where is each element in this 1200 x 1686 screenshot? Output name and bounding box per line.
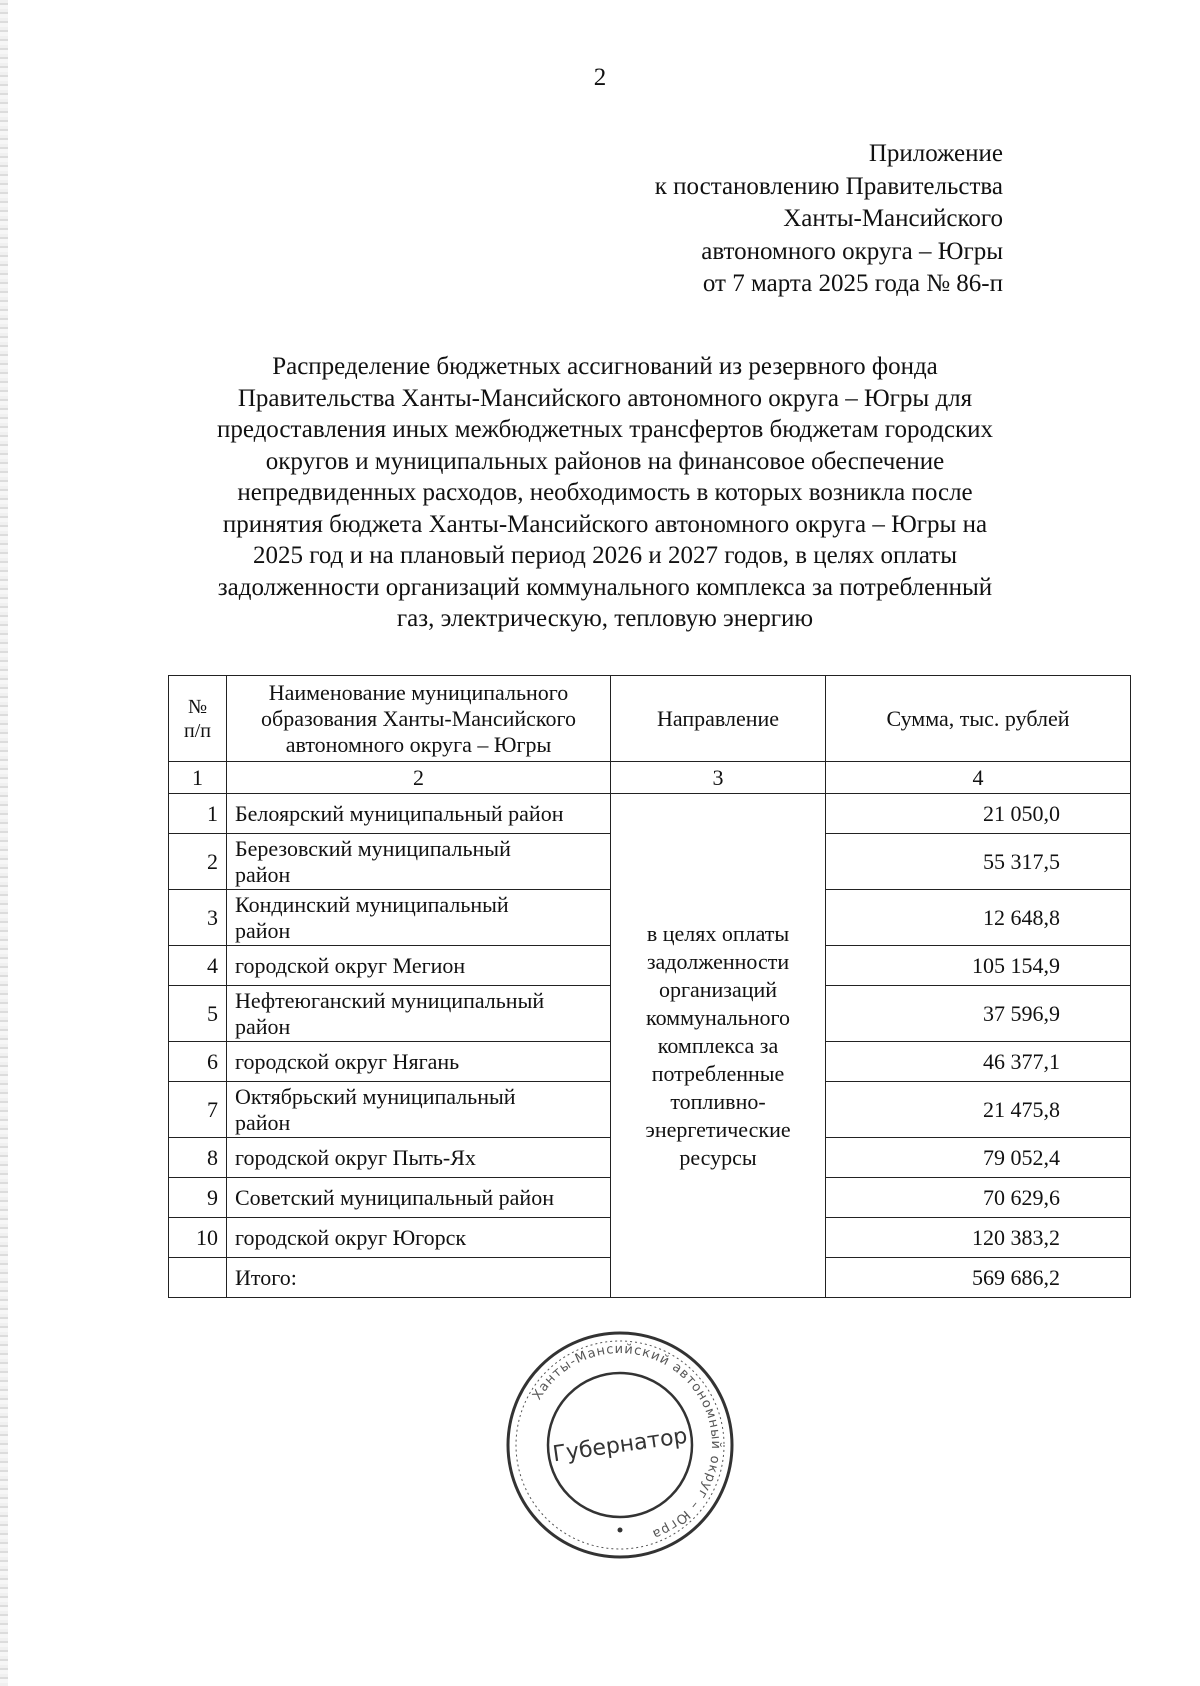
appendix-line: Приложение — [868, 140, 1003, 167]
municipality-name — [227, 1178, 611, 1218]
municipality-name — [227, 1218, 611, 1258]
municipality-name-line: городской округ Мегион — [235, 952, 466, 978]
scan-edge — [0, 0, 8, 1686]
column-number: 3 — [611, 762, 826, 794]
title-line: газ, электрическую, тепловую энергию — [396, 605, 814, 632]
municipality-name — [227, 1138, 611, 1178]
header-municipality-line: образования Ханты-Мансийского — [261, 705, 576, 731]
seal-dot — [618, 1528, 623, 1533]
title-line: Распределение бюджетных ассигнований из резервного фонда — [272, 353, 938, 380]
municipality-name-line: Березовский муниципальный — [235, 835, 511, 861]
amount-cell: 120 383,2 — [826, 1218, 1131, 1258]
municipality-name — [227, 834, 611, 890]
appendix-line: автономного округа – Югры — [701, 237, 1003, 265]
direction-line: задолженности — [646, 948, 790, 974]
municipality-name — [227, 890, 611, 946]
municipality-name-line: Кондинский муниципальный — [235, 891, 509, 917]
municipality-name-line: район — [235, 1013, 291, 1039]
municipality-name-line: район — [235, 917, 291, 943]
header-number-abbrev: п/п — [184, 719, 211, 742]
amount-cell: 46 377,1 — [826, 1042, 1131, 1082]
row-number: 10 — [169, 1218, 227, 1258]
table-row — [169, 794, 1131, 834]
amount-cell: 21 050,0 — [826, 794, 1131, 834]
column-number: 4 — [826, 762, 1131, 794]
direction-line: комплекса за — [657, 1032, 779, 1058]
direction-line: энергетические — [645, 1116, 791, 1142]
header-number-sign: № — [187, 695, 208, 718]
page-number: 2 — [593, 64, 607, 91]
direction-line: в целях оплаты — [646, 920, 790, 946]
header-number — [169, 676, 227, 762]
direction-line: потребленные — [651, 1060, 785, 1086]
appendix-block — [655, 138, 1003, 301]
municipality-name-line: городской округ Югорск — [235, 1224, 467, 1250]
title-line: округов и муниципальных районов на финансовое обеспечение — [265, 447, 945, 475]
total-amount: 569 686,2 — [826, 1258, 1131, 1298]
title-line: предоставления иных межбюджетных трансфертов бюджетам городских — [216, 416, 994, 443]
title-line: принятия бюджета Ханты-Мансийского автономного округа – Югры на — [222, 510, 988, 538]
header-amount: Сумма, тыс. рублей — [826, 676, 1131, 762]
amount-cell: 70 629,6 — [826, 1178, 1131, 1218]
municipality-name-line: городской округ Пыть-Ях — [235, 1144, 476, 1170]
header-municipality — [227, 676, 611, 762]
document-title — [160, 351, 1050, 635]
appendix-line: Ханты-Мансийского — [783, 205, 1003, 232]
row-number: 8 — [169, 1138, 227, 1178]
row-number: 2 — [169, 834, 227, 890]
direction-line: топливно- — [670, 1088, 766, 1114]
municipality-name-line: район — [235, 861, 291, 887]
direction-line: ресурсы — [679, 1144, 757, 1170]
title-line: Правительства Ханты-Мансийского автономного округа – Югры для — [237, 384, 973, 412]
municipality-name — [227, 794, 611, 834]
municipality-name-line: Октябрьский муниципальный — [235, 1083, 516, 1109]
seal-center-text: Губернатор — [551, 1423, 689, 1468]
amount-cell: 79 052,4 — [826, 1138, 1131, 1178]
table-header-row — [169, 676, 1131, 762]
total-label: Итого: — [227, 1258, 611, 1298]
appendix-line: к постановлению Правительства — [654, 172, 1003, 200]
amount-cell: 55 317,5 — [826, 834, 1131, 890]
municipality-name-line: Советский муниципальный район — [235, 1184, 554, 1210]
row-number: 5 — [169, 986, 227, 1042]
column-number-row — [169, 762, 1131, 794]
column-number: 2 — [227, 762, 611, 794]
row-number: 7 — [169, 1082, 227, 1138]
municipality-name — [227, 946, 611, 986]
header-municipality-line: автономного округа – Югры — [285, 731, 552, 757]
municipality-name — [227, 986, 611, 1042]
municipality-name-line: район — [235, 1109, 291, 1135]
column-number: 1 — [169, 762, 227, 794]
row-number: 9 — [169, 1178, 227, 1218]
title-line: 2025 год и на плановый период 2026 и 2027 годов, в целях оплаты — [253, 542, 957, 569]
row-number: 1 — [169, 794, 227, 834]
seal-ring-text: Ханты-Мансийский автономный округ – Югра — [529, 1341, 724, 1542]
direction-line: организаций — [658, 976, 778, 1002]
amount-cell: 12 648,8 — [826, 890, 1131, 946]
total-number-cell — [169, 1258, 227, 1298]
appendix-line: от 7 марта 2025 года № 86-п — [702, 270, 1003, 297]
municipality-name-line: Нефтеюганский муниципальный — [235, 987, 545, 1013]
municipality-name-line: Белоярский муниципальный район — [235, 800, 564, 826]
municipality-name — [227, 1042, 611, 1082]
row-number: 4 — [169, 946, 227, 986]
direction-line: коммунального — [646, 1004, 790, 1030]
amount-cell: 105 154,9 — [826, 946, 1131, 986]
header-direction: Направление — [611, 676, 826, 762]
title-line: задолженности организаций коммунального комплекса за потребленный — [217, 573, 993, 601]
allocation-table — [168, 675, 1131, 1298]
row-number: 3 — [169, 890, 227, 946]
amount-cell: 21 475,8 — [826, 1082, 1131, 1138]
header-municipality-line: Наименование муниципального — [268, 679, 569, 705]
row-number: 6 — [169, 1042, 227, 1082]
governor-seal — [495, 1320, 745, 1570]
direction-cell — [611, 794, 826, 1298]
municipality-name — [227, 1082, 611, 1138]
amount-cell: 37 596,9 — [826, 986, 1131, 1042]
municipality-name-line: городской округ Нягань — [235, 1048, 460, 1074]
title-line: непредвиденных расходов, необходимость в которых возникла после — [237, 479, 973, 506]
